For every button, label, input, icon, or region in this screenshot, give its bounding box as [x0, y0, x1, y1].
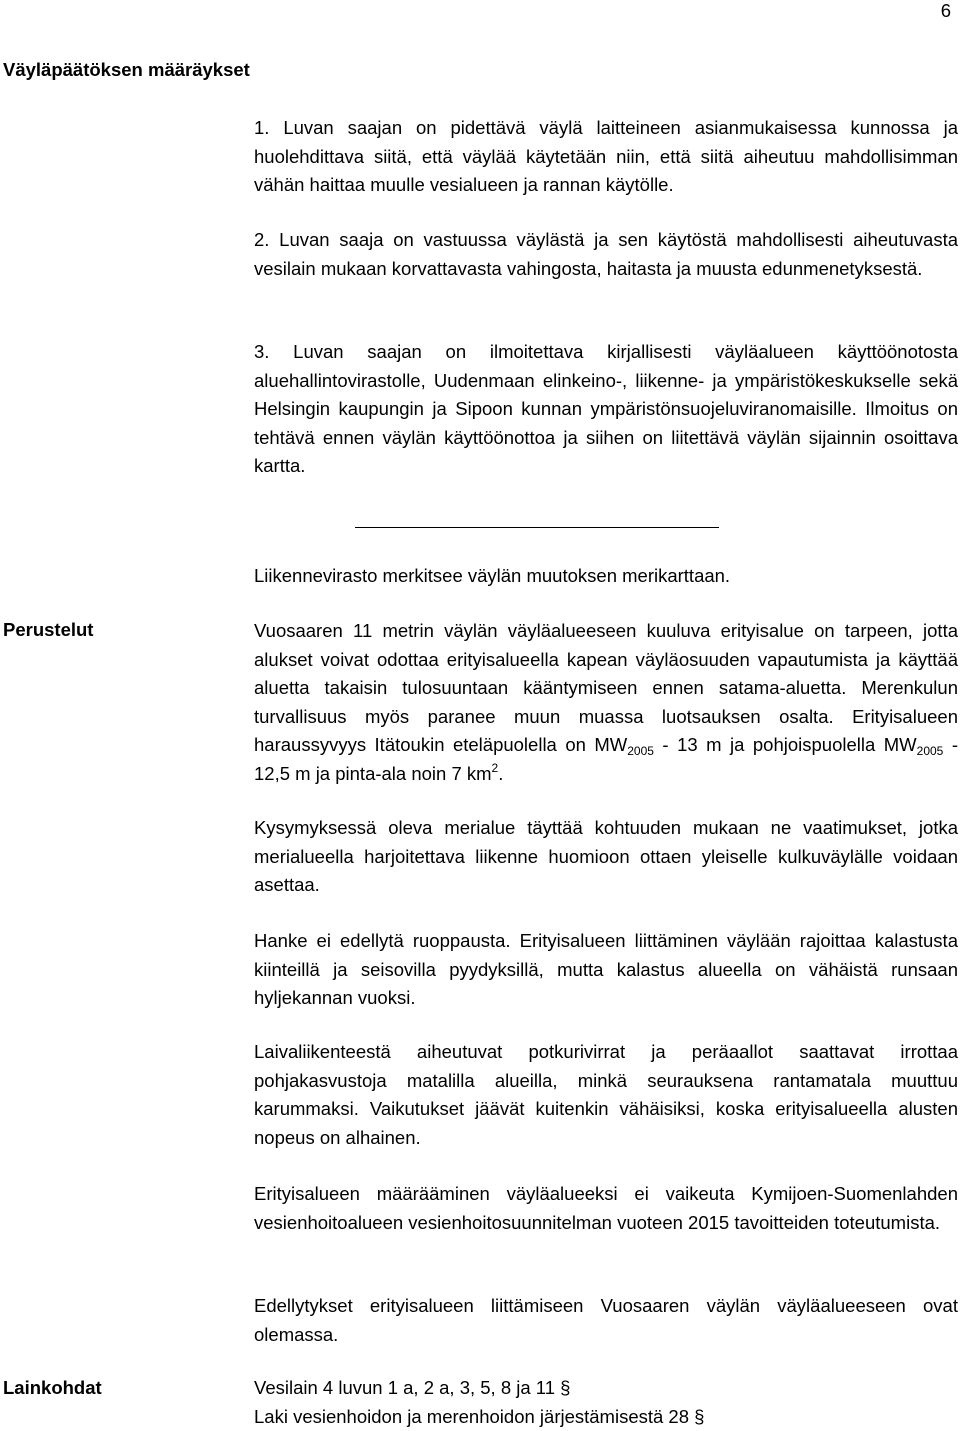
law-reference-1: Vesilain 4 luvun 1 a, 2 a, 3, 5, 8 ja 11 §: [254, 1377, 571, 1398]
lainkohdat-label: Lainkohdat: [3, 1377, 102, 1398]
perustelut-paragraph-5: Erityisalueen määrääminen väyläalueeksi ei vaikeuta Kymijoen-Suomenlahden vesienhoitoalueen vesienhoitosuunnitelman vuoteen 2015 tavoitteiden toteutumista.: [254, 1183, 958, 1233]
perustelut-text-c: - 12,5 m ja pinta-ala noin 7 km: [254, 734, 958, 784]
law-reference-2: Laki vesienhoidon ja merenhoidon järjestämisestä 28 §: [254, 1405, 705, 1427]
perustelut-paragraph-6: Edellytykset erityisalueen liittämiseen Vuosaaren väylän väyläalueeseen ovat olemassa.: [254, 1295, 958, 1345]
provision-1: 1. Luvan saajan on pidettävä väylä laitteineen asianmukaisessa kunnossa ja huolehdittava siitä, että väylää käytetään niin, että siitä aiheutuu mahdollisimman vähän haittaa muulle vesialueen ja rannan käytölle.: [254, 117, 958, 195]
subscript-year-a: 2005: [627, 744, 654, 758]
perustelut-text-a: Vuosaaren 11 metrin väylän väyläalueeseen kuuluva erityisalue on tarpeen, jotta alukset voivat odottaa erityisalueella kapean väyläosuuden vapautumista ja käyttää aluetta takaisin tulosuuntaan kääntymiseen ennen satama-aluetta. Merenkulun turvallisuus myös paranee muun muassa luotsauksen osalta. Erityisalueen haraussyvyys Itätoukin eteläpuolella on MW: [254, 620, 958, 755]
perustelut-paragraph-2: Kysymyksessä oleva merialue täyttää kohtuuden mukaan ne vaatimukset, jotka merialueella harjoitettava liikenne huomioon ottaen yleiselle kulkuväylälle voidaan asettaa.: [254, 817, 958, 895]
section-heading: Väyläpäätöksen määräykset: [3, 59, 250, 80]
law-references: [254, 1374, 958, 1431]
perustelut-text-b: - 13 m ja pohjoispuolella MW: [653, 734, 917, 755]
perustelut-paragraph-4: Laivaliikenteestä aiheutuvat potkurivirrat ja peräaallot saattavat irrottaa pohjakasvustoja matalilla alueilla, minkä seurauksena rantamatala muuttuu karummaksi. Vaikutukset jäävät kuitenkin vähäisiksi, koska erityisalueella alusten nopeus on alhainen.: [254, 1041, 958, 1148]
provision-2: 2. Luvan saaja on vastuussa väylästä ja sen käytöstä mahdollisesti aiheutuvasta vesilain mukaan korvattavasta vahingosta, haitasta ja muusta edunmenetyksestä.: [254, 229, 958, 279]
superscript-squared: 2: [491, 760, 499, 775]
note-paragraph: Liikennevirasto merkitsee väylän muutoksen merikarttaan.: [254, 565, 731, 586]
perustelut-paragraph-3: Hanke ei edellytä ruoppausta. Erityisalueen liittäminen väylään rajoittaa kalastusta kiinteillä ja seisovilla pyydyksillä, mutta kalastus alueella on vähäistä runsaan hyljekannan vuoksi.: [254, 930, 958, 1008]
provision-3: 3. Luvan saajan on ilmoitettava kirjallisesti väyläalueen käyttöönotosta aluehallintovirastolle, Uudenmaan elinkeino-, liikenne- ja ympäristökeskukselle sekä Helsingin kaupungin ja Sipoon kunnan ympäristönsuojeluviranomaisille. Ilmoitus on tehtävä ennen väylän käyttöönottoa ja siihen on liitettävä väylän sijainnin osoittava kartta.: [254, 341, 958, 476]
subscript-year-b: 2005: [916, 744, 944, 758]
page-number: 6: [940, 0, 951, 21]
divider-line: [355, 527, 719, 528]
perustelut-label: Perustelut: [3, 619, 94, 640]
perustelut-text-d: .: [498, 762, 504, 784]
perustelut-paragraph-1: [254, 617, 958, 788]
